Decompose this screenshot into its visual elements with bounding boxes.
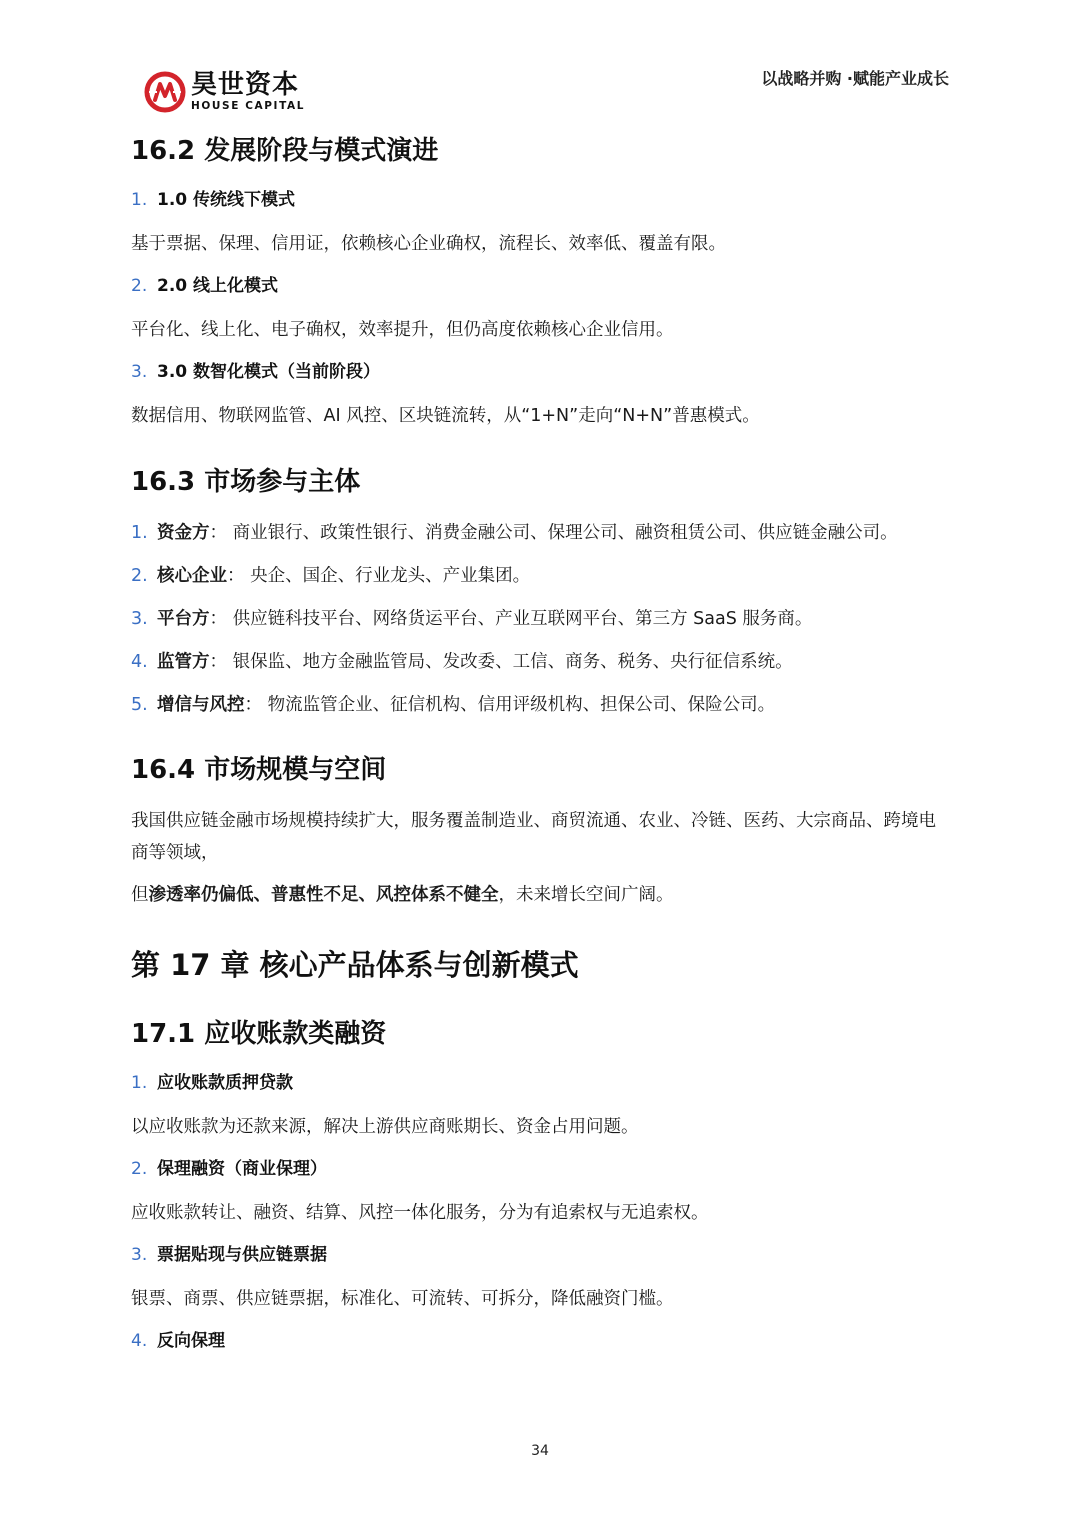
list-item-title (131, 272, 951, 300)
list-number: 1. (131, 523, 148, 543)
participant-label: 核心企业 (157, 566, 227, 586)
participant-item (131, 560, 951, 592)
outlook-suffix: ，未来增长空间广阔。 (498, 885, 674, 905)
list-item-description: 数据信用、物联网监管、AI 风控、区块链流转，从“1+N”走向“N+N”普惠模式。 (131, 406, 760, 426)
list-item-description: 银票、商票、供应链票据，标准化、可流转、可拆分，降低融资门槛。 (131, 1289, 674, 1309)
list-item-title (131, 1241, 951, 1269)
chapter-heading-17: 第 17 章 核心产品体系与创新模式 (131, 948, 579, 982)
logo-chinese-name: 昊世资本 (191, 70, 300, 100)
participant-text: 供应链科技平台、网络货运平台、产业互联网平台、第三方 SaaS 服务商。 (232, 609, 813, 629)
participant-item (131, 689, 951, 721)
list-item-heading: 2.0 线上化模式 (157, 276, 279, 296)
participant-text: 商业银行、政策性银行、消费金融公司、保理公司、融资租赁公司、供应链金融公司。 (232, 523, 898, 543)
list-item-heading: 保理融资（商业保理） (157, 1159, 327, 1179)
market-size-paragraph: 我国供应链金融市场规模持续扩大，服务覆盖制造业、商贸流通、农业、冷链、医药、大宗商品、跨境电商等领域， (131, 811, 936, 863)
list-number: 5. (131, 695, 148, 715)
outlook-prefix: 但 (131, 885, 149, 905)
participant-label: 平台方 (157, 609, 210, 629)
list-number: 3. (131, 1245, 148, 1265)
house-capital-logo (143, 70, 305, 114)
participant-label: 资金方 (157, 523, 210, 543)
list-number: 1. (131, 190, 148, 210)
house-capital-logo-icon (143, 70, 187, 114)
list-item-title (131, 1069, 951, 1097)
list-item-title (131, 1327, 951, 1355)
list-item-heading: 票据贴现与供应链票据 (157, 1245, 327, 1265)
participant-text: 央企、国企、行业龙头、产业集团。 (250, 566, 531, 586)
participant-item (131, 517, 951, 549)
market-outlook-paragraph (131, 879, 951, 911)
list-item-heading: 反向保理 (157, 1331, 225, 1351)
list-number: 4. (131, 1331, 148, 1351)
page-content (131, 128, 951, 1355)
list-number: 2. (131, 566, 148, 586)
section-heading-17-1: 17.1 应收账款类融资 (131, 1019, 387, 1049)
list-item-heading: 1.0 传统线下模式 (157, 190, 296, 210)
participant-label: 监管方 (157, 652, 210, 672)
list-item-heading: 应收账款质押贷款 (157, 1073, 293, 1093)
section-heading-16-4: 16.4 市场规模与空间 (131, 755, 387, 785)
label-separator: ： (209, 652, 227, 672)
outlook-emphasis: 渗透率仍偏低、普惠性不足、风控体系不健全 (148, 885, 499, 905)
participant-label: 增信与风控 (157, 695, 245, 715)
label-separator: ： (209, 609, 227, 629)
list-number: 4. (131, 652, 148, 672)
list-item-title (131, 1155, 951, 1183)
list-item-title (131, 186, 951, 214)
list-number: 2. (131, 276, 148, 296)
list-item-description: 基于票据、保理、信用证，依赖核心企业确权，流程长、效率低、覆盖有限。 (131, 234, 726, 254)
list-item-description: 平台化、线上化、电子确权，效率提升，但仍高度依赖核心企业信用。 (131, 320, 674, 340)
participant-text: 物流监管企业、征信机构、信用评级机构、担保公司、保险公司。 (267, 695, 776, 715)
section-heading-16-3: 16.3 市场参与主体 (131, 467, 361, 497)
list-item-description: 应收账款转让、融资、结算、风控一体化服务，分为有追索权与无追索权。 (131, 1203, 709, 1223)
label-separator: ： (227, 566, 245, 586)
header-slogan: 以战略并购 ·赋能产业成长 (761, 69, 949, 88)
list-number: 3. (131, 362, 148, 382)
participant-item (131, 646, 951, 678)
list-number: 1. (131, 1073, 148, 1093)
page-number: 34 (531, 1443, 549, 1459)
participant-text: 银保监、地方金融监管局、发改委、工信、商务、税务、央行征信系统。 (232, 652, 793, 672)
list-number: 3. (131, 609, 148, 629)
list-item-title (131, 358, 951, 386)
label-separator: ： (244, 695, 262, 715)
logo-english-name: HOUSE CAPITAL (191, 100, 306, 112)
label-separator: ： (209, 523, 227, 543)
list-item-heading: 3.0 数智化模式（当前阶段） (157, 362, 381, 382)
list-number: 2. (131, 1159, 148, 1179)
section-heading-16-2: 16.2 发展阶段与模式演进 (131, 136, 439, 166)
list-item-description: 以应收账款为还款来源，解决上游供应商账期长、资金占用问题。 (131, 1117, 639, 1137)
participant-item (131, 603, 951, 635)
